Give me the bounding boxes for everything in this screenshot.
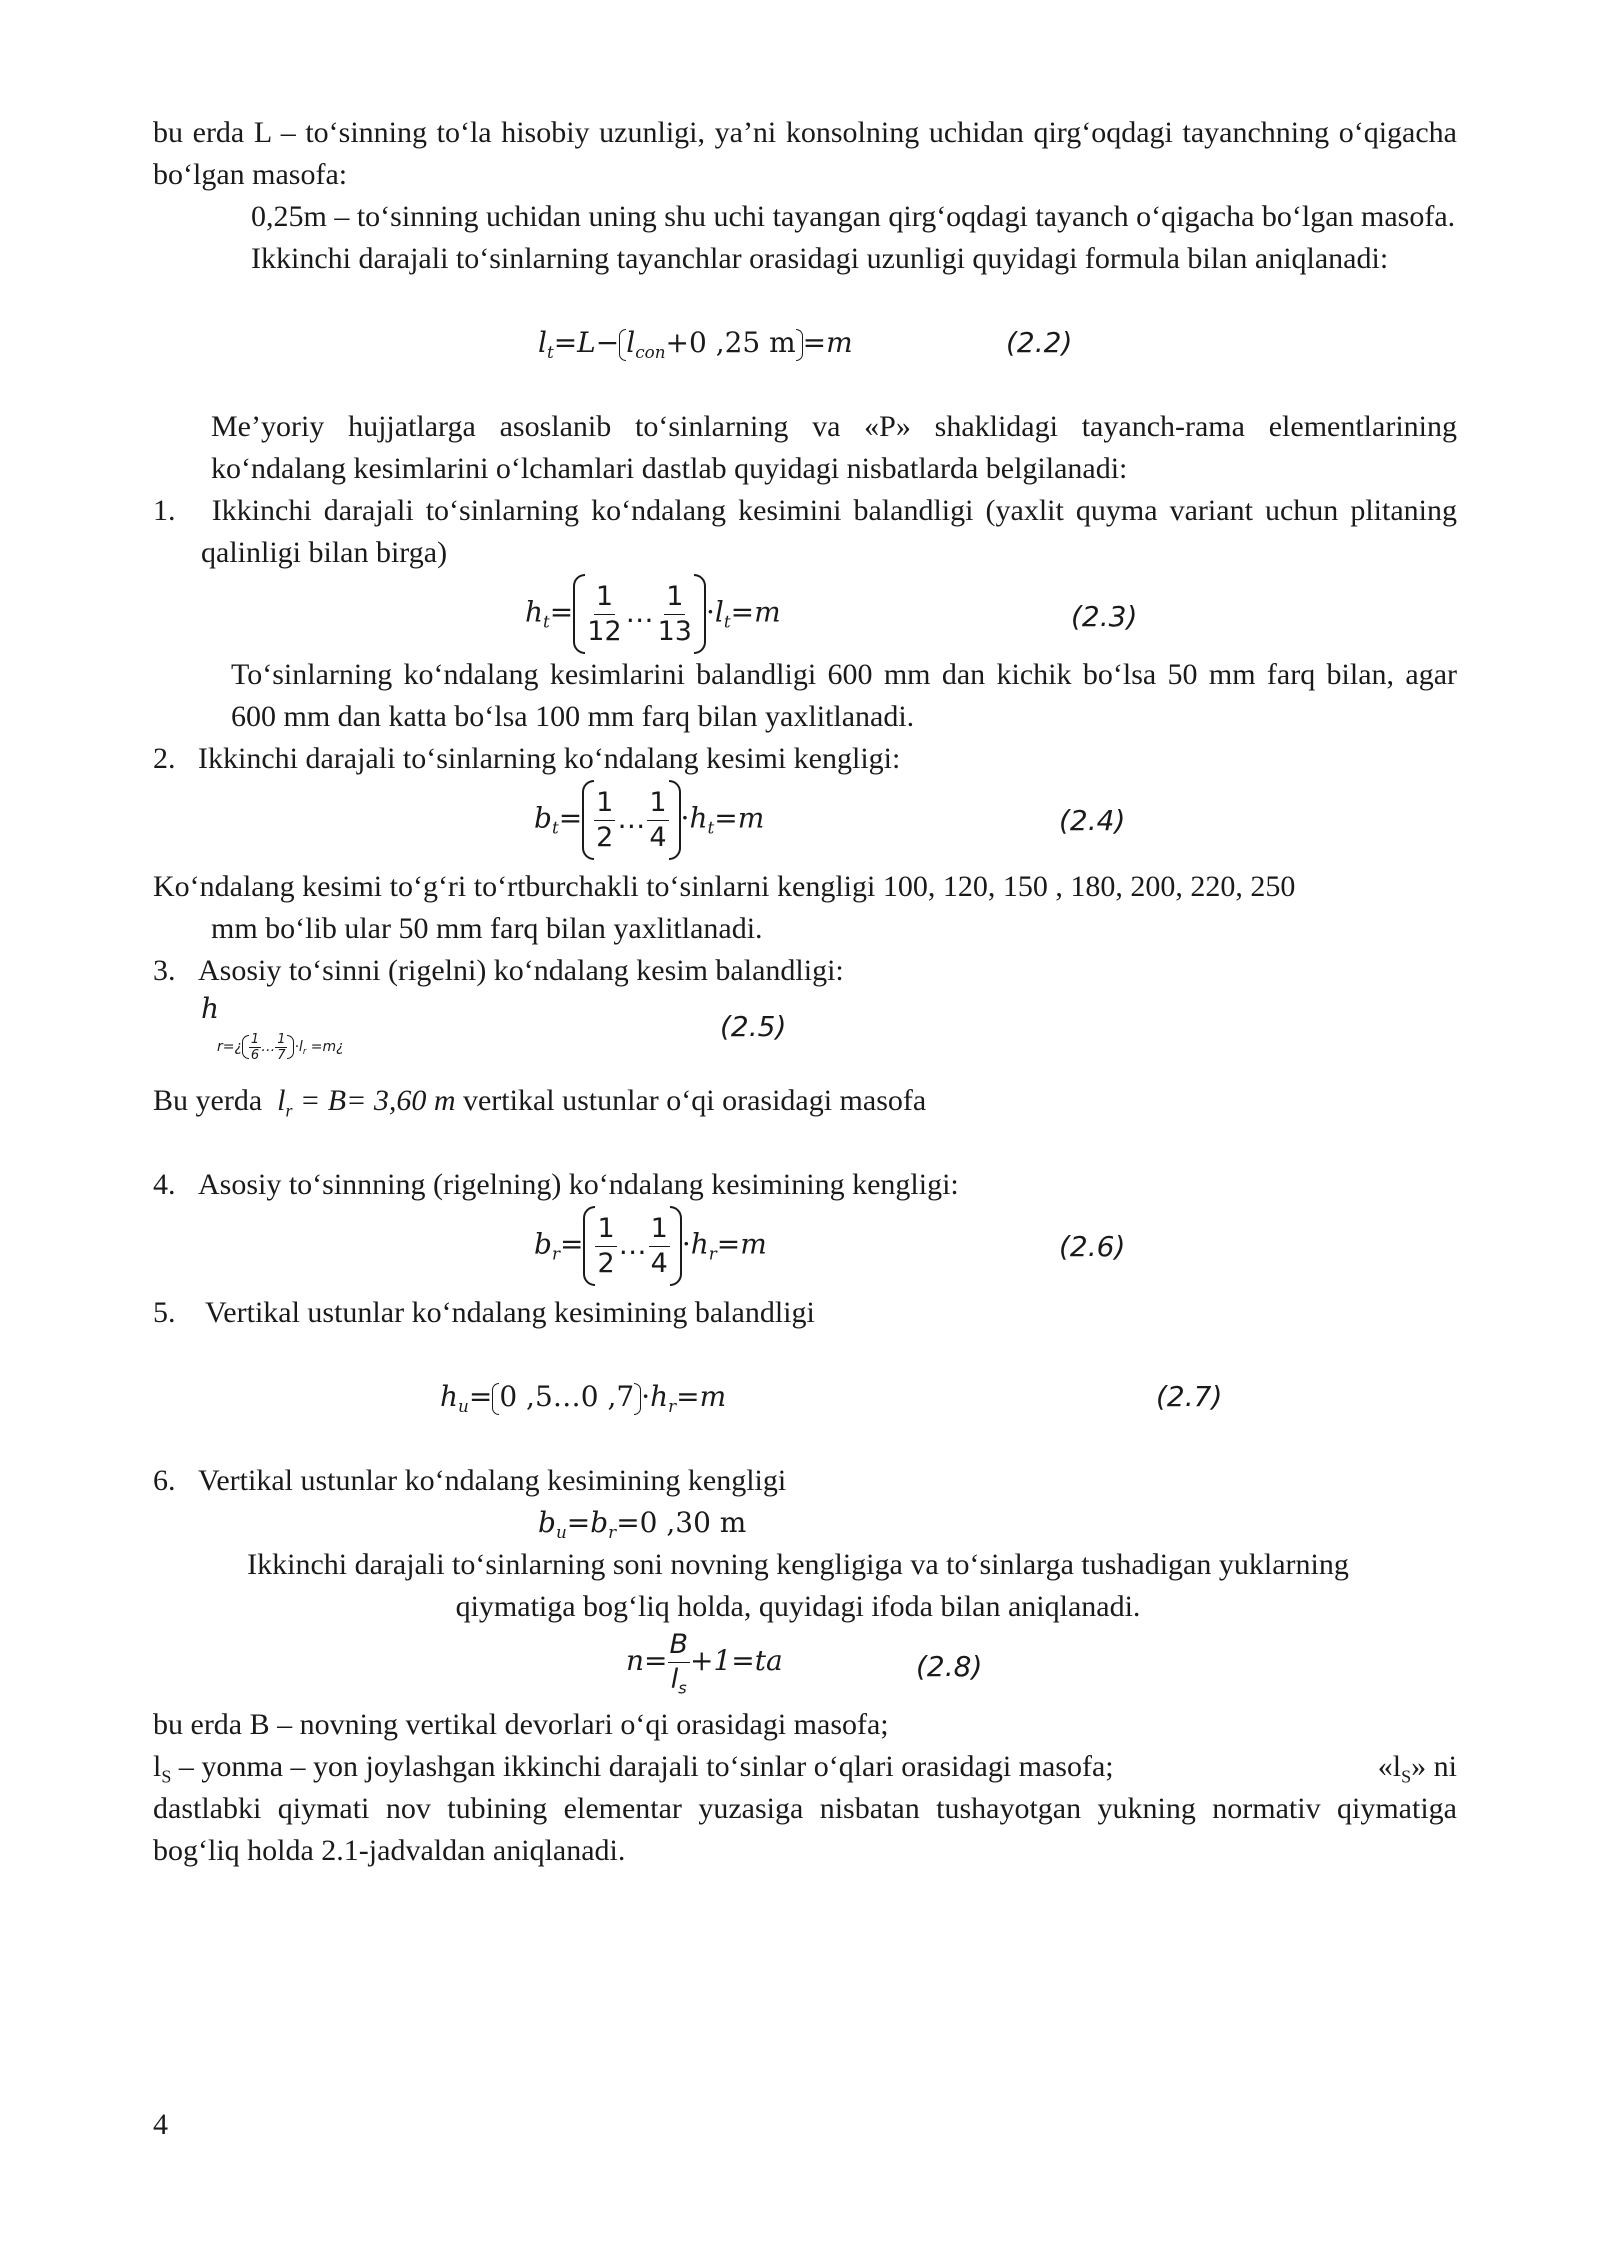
equation-2-6-row (153, 1206, 1457, 1292)
paragraph-definition-L: bu erda L – to‘sinning to‘la hisobiy uzunligi, ya’ni konsolning uchidan qirg‘oqdagi tayanchning o‘qigacha bo‘lgan masofa: (153, 116, 1457, 191)
list-item-3: 3. Asosiy to‘sinni (rigelni) ko‘ndalang kesim balandligi: (153, 954, 844, 987)
paragraph-beam-count-2: qiymatiga bog‘liq holda, quyidagi ifoda bilan aniqlanadi. (455, 1590, 1141, 1623)
equation-column-width: $b_u=b_r=0$ ,30 m (538, 1506, 747, 1542)
equation-2-3: $h_t=$ $\frac{1}{12}$ … $\frac{1}{13}$ $\cdot l_t=m$ (525, 574, 781, 654)
equation-bu-row (153, 1502, 1457, 1544)
paragraph-normative-intro: Me’yoriy hujjatlarga asoslanib to‘sinlarning va «P» shaklidagi tayanch-rama elementlarining ko‘ndalang kesimlarini o‘lchamlari dastlab quyidagi nisbatlarda belgilanadi: (211, 410, 1457, 485)
equation-number-2-7: (2.7) (1156, 1380, 1223, 1413)
equation-2-4: $b_t=$ $\frac{1}{2}$ … $\frac{1}{4}$ $\cdot h_t=m$ (534, 780, 764, 860)
equation-2-4-row (153, 780, 1457, 866)
paragraph-ls-initial: dastlabki qiymati nov tubining elementar yuzasiga nisbatan tushayotgan yukning normativ qiymatiga bog‘liq holda 2.1-jadvaldan aniqlanadi. (153, 1792, 1457, 1867)
page-number: 4 (153, 2108, 168, 2141)
equation-2-7-row (153, 1376, 1457, 1418)
paragraph-length-intro: Ikkinchi darajali to‘sinlarning tayanchlar orasidagi uzunligi quyidagi formula bilan aniqlanadi: (251, 242, 1389, 275)
equation-2-5-garbled: r=¿ $\frac{1}{6}$ … $\frac{1}{7}$ $\cdot l_r$ =m¿ (217, 1031, 344, 1063)
document-body (153, 112, 1457, 1872)
list-item-1: 1. Ikkinchi darajali to‘sinlarning ko‘ndalang kesimini balandligi (yaxlit quyma variant uchun plitaning qalinligi bilan birga) (153, 494, 1457, 569)
paragraph-definition-025m: 0,25m – to‘sinning uchidan uning shu uchi tayangan qirg‘oqdagi tayanch o‘qigacha bo‘lgan masofa. (251, 200, 1456, 233)
equation-2-3-row (153, 574, 1457, 654)
equation-number-2-3: (2.3) (1071, 600, 1138, 633)
equation-number-2-4: (2.4) (1059, 804, 1126, 837)
paragraph-rounding-height: To‘sinlarning ko‘ndalang kesimlarini balandligi 600 mm dan kichik bo‘lsa 50 mm farq bilan, agar 600 mm dan katta bo‘lsa 100 mm farq bilan yaxlitlanadi. (231, 658, 1457, 733)
equation-2-6: $b_r=$ $\frac{1}{2}$ … $\frac{1}{4}$ $\cdot h_r=m$ (534, 1206, 767, 1286)
paragraph-beam-count: Ikkinchi darajali to‘sinlarning soni novning kengligiga va to‘sinlarga tushadigan yuklarning (247, 1548, 1349, 1581)
paragraph-B-definition: bu erda B – novning vertikal devorlari o‘qi orasidagi masofa; (153, 1708, 889, 1741)
equation-number-2-5: (2.5) (720, 1010, 787, 1043)
list-item-5: 5. Vertikal ustunlar ko‘ndalang kesimining balandligi (153, 1296, 815, 1329)
list-item-2: 2. Ikkinchi darajali to‘sinlarning ko‘ndalang kesimi kengligi: (153, 742, 901, 775)
paragraph-ls-definition: $l_S$ – yonma – yon joylashgan ikkinchi darajali to‘sinlar o‘qlari orasidagi masofa; «$l_S$» ni (153, 1746, 1457, 1788)
list-item-6: 6. Vertikal ustunlar ko‘ndalang kesimining kengligi (153, 1464, 787, 1497)
equation-2-2-row (153, 322, 1457, 364)
paragraph-width-values: Ko‘ndalang kesimi to‘g‘ri to‘rtburchakli to‘sinlarni kengligi 100, 120, 150 , 180, 200, 220, 250 (153, 870, 1296, 903)
list-item-4: 4. Asosiy to‘sinnning (rigelning) ko‘ndalang kesimining kengligi: (153, 1168, 959, 1201)
equation-2-5: h (201, 992, 220, 1025)
equation-2-8-row (153, 1628, 1457, 1704)
equation-2-8: n= $\frac{B}{l_s}$ +1=ta (626, 1629, 783, 1698)
paragraph-ls-tail: «$l_S$» ni (1377, 1750, 1457, 1787)
equation-2-7: $h_u= 0$ ,5…0 $,7 \cdot h_r=m$ (440, 1380, 727, 1416)
equation-2-5-row (153, 992, 1457, 1062)
paragraph-lr-definition: Bu yerda $l_r = B= 3,60$ m vertikal ustunlar o‘qi orasidagi masofa (153, 1084, 927, 1121)
equation-number-2-6: (2.6) (1059, 1230, 1126, 1263)
equation-number-2-8: (2.8) (916, 1650, 983, 1683)
paragraph-width-rounding: mm bo‘lib ular 50 mm farq bilan yaxlitlanadi. (211, 912, 763, 945)
equation-2-2: $l_t=L- l_{con}+0$ ,25 m =m (538, 326, 853, 362)
equation-number-2-2: (2.2) (1006, 326, 1073, 359)
